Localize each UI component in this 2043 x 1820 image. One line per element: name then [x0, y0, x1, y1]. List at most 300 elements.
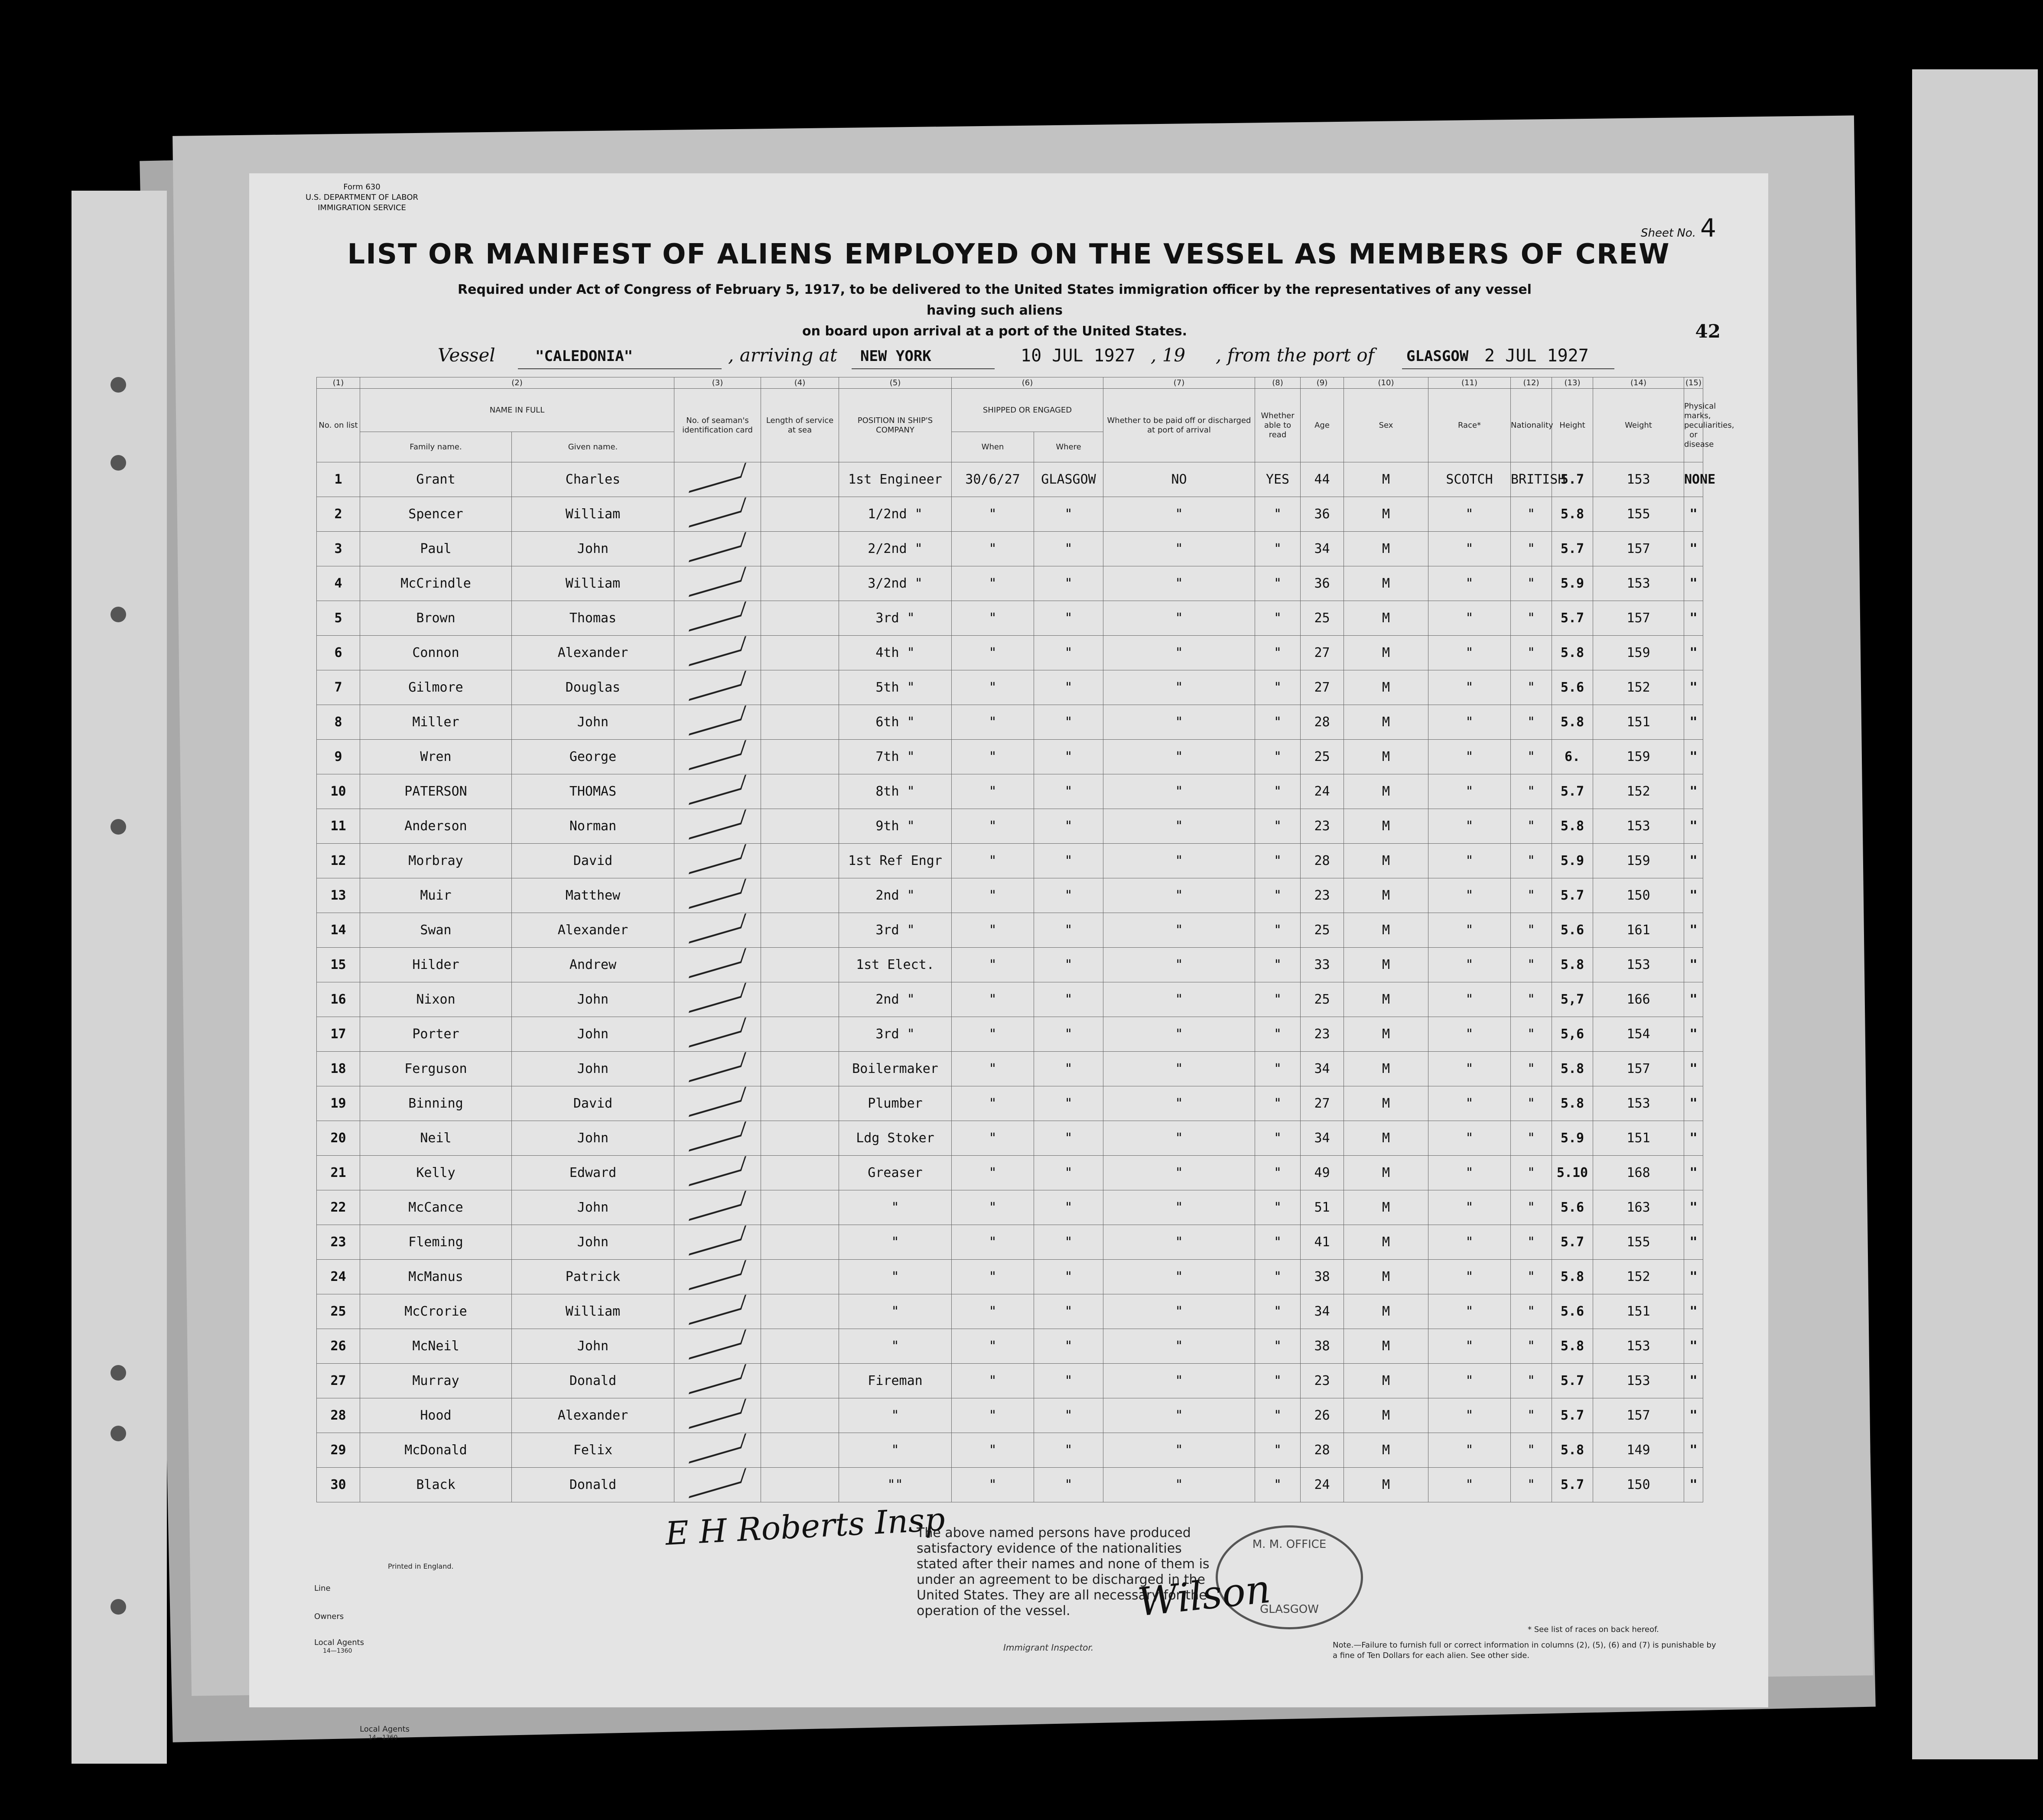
row-number: 11	[317, 809, 360, 844]
shipped-where: "	[1034, 1190, 1103, 1225]
shipped-where: "	[1034, 566, 1103, 601]
table-row	[317, 1329, 1703, 1364]
sex: M	[1344, 670, 1428, 705]
paid-off: "	[1103, 740, 1255, 774]
underline	[852, 368, 995, 369]
race: "	[1428, 532, 1511, 566]
able-to-read: "	[1255, 1190, 1301, 1225]
given-name: Edward	[512, 1156, 674, 1190]
shipped-where: "	[1034, 497, 1103, 532]
checkmark-icon	[689, 1364, 746, 1394]
physical-marks: NONE	[1684, 462, 1703, 497]
sex: M	[1344, 1121, 1428, 1156]
id-card-check	[674, 1398, 761, 1433]
weight: 153	[1593, 1086, 1684, 1121]
row-number: 13	[317, 878, 360, 913]
table-row	[317, 1398, 1703, 1433]
col-num-12: (12)	[1511, 377, 1552, 389]
physical-marks: "	[1684, 1086, 1703, 1121]
sex: M	[1344, 1260, 1428, 1294]
sex: M	[1344, 462, 1428, 497]
age: 28	[1301, 1433, 1344, 1468]
shipped-where: "	[1034, 1329, 1103, 1364]
given-name: John	[512, 982, 674, 1017]
table-row	[317, 774, 1703, 809]
paid-off: "	[1103, 601, 1255, 636]
physical-marks: "	[1684, 809, 1703, 844]
height: 5.7	[1552, 878, 1593, 913]
race: "	[1428, 1190, 1511, 1225]
physical-marks: "	[1684, 1468, 1703, 1502]
physical-marks: "	[1684, 844, 1703, 878]
age: 36	[1301, 566, 1344, 601]
physical-marks: "	[1684, 705, 1703, 740]
nationality: "	[1511, 670, 1552, 705]
height: 5.7	[1552, 1364, 1593, 1398]
race: "	[1428, 913, 1511, 948]
sex: M	[1344, 636, 1428, 670]
shipped-when: "	[952, 601, 1034, 636]
punch-hole-icon	[111, 819, 126, 835]
race: "	[1428, 601, 1511, 636]
shipped-where: "	[1034, 636, 1103, 670]
row-number: 22	[317, 1190, 360, 1225]
table-row	[317, 462, 1703, 497]
height: 5.8	[1552, 948, 1593, 982]
physical-marks: "	[1684, 497, 1703, 532]
punch-hole-icon	[111, 1365, 126, 1381]
nationality: "	[1511, 1190, 1552, 1225]
able-to-read: "	[1255, 948, 1301, 982]
family-name: McCance	[360, 1190, 512, 1225]
given-name: William	[512, 566, 674, 601]
height: 5.6	[1552, 670, 1593, 705]
age: 25	[1301, 740, 1344, 774]
paid-off: "	[1103, 670, 1255, 705]
checkmark-icon	[689, 983, 746, 1013]
table-row	[317, 740, 1703, 774]
col-num-5: (5)	[839, 377, 952, 389]
id-card-check	[674, 1086, 761, 1121]
height: 5.8	[1552, 1329, 1593, 1364]
paid-off: "	[1103, 1052, 1255, 1086]
id-card-check	[674, 1190, 761, 1225]
race: "	[1428, 1052, 1511, 1086]
col-num-1: (1)	[317, 377, 360, 389]
header-nationality: Nationality	[1511, 389, 1552, 462]
col-num-10: (10)	[1344, 377, 1428, 389]
row-number: 24	[317, 1260, 360, 1294]
paid-off: "	[1103, 844, 1255, 878]
id-card-check	[674, 1052, 761, 1086]
stamp-bottom-text: GLASGOW	[1260, 1603, 1319, 1616]
age: 36	[1301, 497, 1344, 532]
race: SCOTCH	[1428, 462, 1511, 497]
height: 5.7	[1552, 462, 1593, 497]
header-name-in-full: NAME IN FULL	[360, 389, 674, 432]
length-service	[761, 532, 839, 566]
height: 5.7	[1552, 1468, 1593, 1502]
weight: 153	[1593, 809, 1684, 844]
page-number: 42	[1695, 321, 1721, 342]
paid-off: "	[1103, 948, 1255, 982]
age: 25	[1301, 982, 1344, 1017]
position: "	[839, 1398, 952, 1433]
sex: M	[1344, 601, 1428, 636]
family-name: Porter	[360, 1017, 512, 1052]
sex: M	[1344, 705, 1428, 740]
length-service	[761, 1121, 839, 1156]
age: 28	[1301, 705, 1344, 740]
paid-off: NO	[1103, 462, 1255, 497]
able-to-read: "	[1255, 1433, 1301, 1468]
able-to-read: "	[1255, 1156, 1301, 1190]
shipped-where: "	[1034, 1468, 1103, 1502]
given-name: John	[512, 532, 674, 566]
shipped-when: "	[952, 809, 1034, 844]
departure-date: 2 JUL 1927	[1484, 346, 1589, 366]
col-num-4: (4)	[761, 377, 839, 389]
id-card-check	[674, 566, 761, 601]
position: 8th "	[839, 774, 952, 809]
given-name: David	[512, 1086, 674, 1121]
age: 34	[1301, 1294, 1344, 1329]
height: 5.8	[1552, 1086, 1593, 1121]
shipped-where: "	[1034, 809, 1103, 844]
shipped-where: "	[1034, 774, 1103, 809]
given-name: George	[512, 740, 674, 774]
checkmark-icon	[689, 844, 746, 874]
nationality: "	[1511, 601, 1552, 636]
race: "	[1428, 1225, 1511, 1260]
row-number: 7	[317, 670, 360, 705]
id-card-check	[674, 1121, 761, 1156]
height: 5.9	[1552, 566, 1593, 601]
able-to-read: "	[1255, 809, 1301, 844]
certification-text: The above named persons have produced satisfactory evidence of the nationalities stated after their names and none of them is under an agreement to be discharged in the United States. They are all necessary for the operation of the vessel.	[917, 1525, 1210, 1618]
paid-off: "	[1103, 1468, 1255, 1502]
table-row	[317, 532, 1703, 566]
row-number: 16	[317, 982, 360, 1017]
age: 23	[1301, 1364, 1344, 1398]
shipped-where: GLASGOW	[1034, 462, 1103, 497]
punch-hole-icon	[111, 1599, 126, 1615]
weight: 152	[1593, 774, 1684, 809]
age: 27	[1301, 1086, 1344, 1121]
able-to-read: "	[1255, 844, 1301, 878]
header-able-read: Whether able to read	[1255, 389, 1301, 462]
age: 25	[1301, 601, 1344, 636]
manifest-title: LIST OR MANIFEST OF ALIENS EMPLOYED ON THE VESSEL AS MEMBERS OF CREW	[347, 238, 1670, 270]
id-card-check	[674, 982, 761, 1017]
header-shipped: SHIPPED OR ENGAGED	[952, 389, 1103, 432]
race: "	[1428, 1260, 1511, 1294]
row-number: 23	[317, 1225, 360, 1260]
shipped-when: 30/6/27	[952, 462, 1034, 497]
weight: 163	[1593, 1190, 1684, 1225]
length-service	[761, 1260, 839, 1294]
race: "	[1428, 566, 1511, 601]
length-service	[761, 1086, 839, 1121]
length-service	[761, 670, 839, 705]
age: 23	[1301, 1017, 1344, 1052]
nationality: "	[1511, 566, 1552, 601]
age: 27	[1301, 636, 1344, 670]
sheet-no-value: 4	[1700, 213, 1716, 243]
able-to-read: "	[1255, 532, 1301, 566]
shipped-when: "	[952, 1156, 1034, 1190]
sheet-label: Sheet No.	[1641, 227, 1696, 240]
family-name: McCrindle	[360, 566, 512, 601]
age: 24	[1301, 774, 1344, 809]
physical-marks: "	[1684, 1190, 1703, 1225]
manifest-subtitle	[431, 280, 1558, 342]
row-number: 3	[317, 532, 360, 566]
paid-off: "	[1103, 1329, 1255, 1364]
shipped-when: "	[952, 982, 1034, 1017]
height: 5.8	[1552, 1433, 1593, 1468]
race: "	[1428, 809, 1511, 844]
shipped-when: "	[952, 1260, 1034, 1294]
race-note: * See list of races on back hereof.	[1528, 1625, 1659, 1634]
id-card-check	[674, 1017, 761, 1052]
height: 5.8	[1552, 1260, 1593, 1294]
checkmark-icon	[689, 1399, 746, 1429]
checkmark-icon	[689, 809, 746, 840]
nationality: "	[1511, 1017, 1552, 1052]
given-name: Alexander	[512, 1398, 674, 1433]
able-to-read: "	[1255, 740, 1301, 774]
table-row	[317, 1364, 1703, 1398]
arrival-date: 10 JUL 1927	[1021, 346, 1135, 366]
height: 5.6	[1552, 1294, 1593, 1329]
length-service	[761, 601, 839, 636]
race: "	[1428, 1329, 1511, 1364]
age: 25	[1301, 913, 1344, 948]
checkmark-icon	[689, 1052, 746, 1082]
weight: 157	[1593, 532, 1684, 566]
able-to-read: "	[1255, 1052, 1301, 1086]
physical-marks: "	[1684, 1329, 1703, 1364]
weight: 161	[1593, 913, 1684, 948]
given-name: John	[512, 1329, 674, 1364]
shipped-when: "	[952, 1398, 1034, 1433]
row-number: 25	[317, 1294, 360, 1329]
weight: 155	[1593, 1225, 1684, 1260]
given-name: Thomas	[512, 601, 674, 636]
physical-marks: "	[1684, 1156, 1703, 1190]
paid-off: "	[1103, 774, 1255, 809]
able-to-read: "	[1255, 878, 1301, 913]
id-card-check	[674, 601, 761, 636]
sex: M	[1344, 1156, 1428, 1190]
year-label: , 19	[1151, 344, 1186, 366]
physical-marks: "	[1684, 1260, 1703, 1294]
nationality: "	[1511, 1329, 1552, 1364]
nationality: "	[1511, 1398, 1552, 1433]
position: 2/2nd "	[839, 532, 952, 566]
height: 5.7	[1552, 601, 1593, 636]
nationality: "	[1511, 878, 1552, 913]
length-service	[761, 1398, 839, 1433]
sex: M	[1344, 497, 1428, 532]
given-name: John	[512, 1121, 674, 1156]
position: Plumber	[839, 1086, 952, 1121]
family-name: Black	[360, 1468, 512, 1502]
able-to-read: YES	[1255, 462, 1301, 497]
physical-marks: "	[1684, 1225, 1703, 1260]
given-name: John	[512, 1017, 674, 1052]
paid-off: "	[1103, 566, 1255, 601]
binding-strip-right	[1912, 69, 2038, 1759]
row-number: 26	[317, 1329, 360, 1364]
table-row	[317, 601, 1703, 636]
able-to-read: "	[1255, 670, 1301, 705]
age: 24	[1301, 1468, 1344, 1502]
able-to-read: "	[1255, 1260, 1301, 1294]
height: 5.9	[1552, 844, 1593, 878]
family-name: Grant	[360, 462, 512, 497]
physical-marks: "	[1684, 1294, 1703, 1329]
id-card-check	[674, 948, 761, 982]
crew-rows	[317, 462, 1716, 1502]
given-name: Norman	[512, 809, 674, 844]
sex: M	[1344, 913, 1428, 948]
nationality: "	[1511, 705, 1552, 740]
physical-marks: "	[1684, 1433, 1703, 1468]
col-num-2: (2)	[360, 377, 674, 389]
col-num-13: (13)	[1552, 377, 1593, 389]
position: 1st Engineer	[839, 462, 952, 497]
id-card-check	[674, 878, 761, 913]
given-name: Patrick	[512, 1260, 674, 1294]
physical-marks: "	[1684, 1052, 1703, 1086]
height: 6.	[1552, 740, 1593, 774]
checkmark-icon	[689, 1260, 746, 1290]
shipped-when: "	[952, 1294, 1034, 1329]
id-card-check	[674, 1294, 761, 1329]
shipped-where: "	[1034, 1017, 1103, 1052]
race: "	[1428, 878, 1511, 913]
age: 33	[1301, 948, 1344, 982]
shipped-where: "	[1034, 532, 1103, 566]
able-to-read: "	[1255, 566, 1301, 601]
physical-marks: "	[1684, 913, 1703, 948]
physical-marks: "	[1684, 878, 1703, 913]
sex: M	[1344, 1329, 1428, 1364]
shipped-when: "	[952, 913, 1034, 948]
col-num-9: (9)	[1301, 377, 1344, 389]
shipped-when: "	[952, 774, 1034, 809]
race: "	[1428, 844, 1511, 878]
col-num-14: (14)	[1593, 377, 1684, 389]
family-name: Ferguson	[360, 1052, 512, 1086]
age: 27	[1301, 670, 1344, 705]
paid-off: "	[1103, 1190, 1255, 1225]
height: 5.7	[1552, 1398, 1593, 1433]
col-num-7: (7)	[1103, 377, 1255, 389]
paid-off: "	[1103, 1017, 1255, 1052]
family-name: Connon	[360, 636, 512, 670]
header-sex: Sex	[1344, 389, 1428, 462]
subtitle-line-2: on board upon arrival at a port of the United States.	[802, 324, 1187, 339]
length-service	[761, 1329, 839, 1364]
shipped-when: "	[952, 1190, 1034, 1225]
table-row	[317, 1017, 1703, 1052]
race: "	[1428, 1364, 1511, 1398]
length-service	[761, 878, 839, 913]
sex: M	[1344, 532, 1428, 566]
family-name: Murray	[360, 1364, 512, 1398]
manifest-sheet	[249, 173, 1768, 1707]
table-row	[317, 497, 1703, 532]
table-row	[317, 670, 1703, 705]
table-row	[317, 1468, 1703, 1502]
able-to-read: "	[1255, 636, 1301, 670]
family-name: Anderson	[360, 809, 512, 844]
table-row	[317, 705, 1703, 740]
physical-marks: "	[1684, 1398, 1703, 1433]
shipped-when: "	[952, 532, 1034, 566]
underline	[518, 368, 722, 369]
height: 5,6	[1552, 1017, 1593, 1052]
checkmark-icon	[689, 1329, 746, 1360]
nationality: "	[1511, 532, 1552, 566]
id-card-check	[674, 670, 761, 705]
table-row	[317, 948, 1703, 982]
height: 5.9	[1552, 1121, 1593, 1156]
checkmark-icon	[689, 1191, 746, 1221]
paid-off: "	[1103, 1260, 1255, 1294]
table-row	[317, 1260, 1703, 1294]
checkmark-icon	[689, 1087, 746, 1117]
family-name: Neil	[360, 1121, 512, 1156]
physical-marks: "	[1684, 532, 1703, 566]
weight: 149	[1593, 1433, 1684, 1468]
id-card-check	[674, 705, 761, 740]
header-position: POSITION IN SHIP'S COMPANY	[839, 389, 952, 462]
given-name: Alexander	[512, 636, 674, 670]
length-service	[761, 1225, 839, 1260]
weight: 168	[1593, 1156, 1684, 1190]
weight: 151	[1593, 1294, 1684, 1329]
row-number: 9	[317, 740, 360, 774]
race: "	[1428, 1433, 1511, 1468]
position: 6th "	[839, 705, 952, 740]
col-num-6: (6)	[952, 377, 1103, 389]
sex: M	[1344, 1433, 1428, 1468]
length-service	[761, 1017, 839, 1052]
paid-off: "	[1103, 705, 1255, 740]
weight: 157	[1593, 1052, 1684, 1086]
weight: 153	[1593, 948, 1684, 982]
age: 38	[1301, 1329, 1344, 1364]
able-to-read: "	[1255, 1017, 1301, 1052]
row-number: 21	[317, 1156, 360, 1190]
punch-hole-icon	[111, 377, 126, 393]
sex: M	[1344, 948, 1428, 982]
checkmark-icon	[689, 532, 746, 562]
family-name: McCrorie	[360, 1294, 512, 1329]
checkmark-icon	[689, 913, 746, 944]
weight: 151	[1593, 705, 1684, 740]
checkmark-icon	[689, 1156, 746, 1186]
position: 1st Ref Engr	[839, 844, 952, 878]
shipped-where: "	[1034, 1433, 1103, 1468]
position: 3rd "	[839, 1017, 952, 1052]
sex: M	[1344, 1225, 1428, 1260]
row-number: 6	[317, 636, 360, 670]
